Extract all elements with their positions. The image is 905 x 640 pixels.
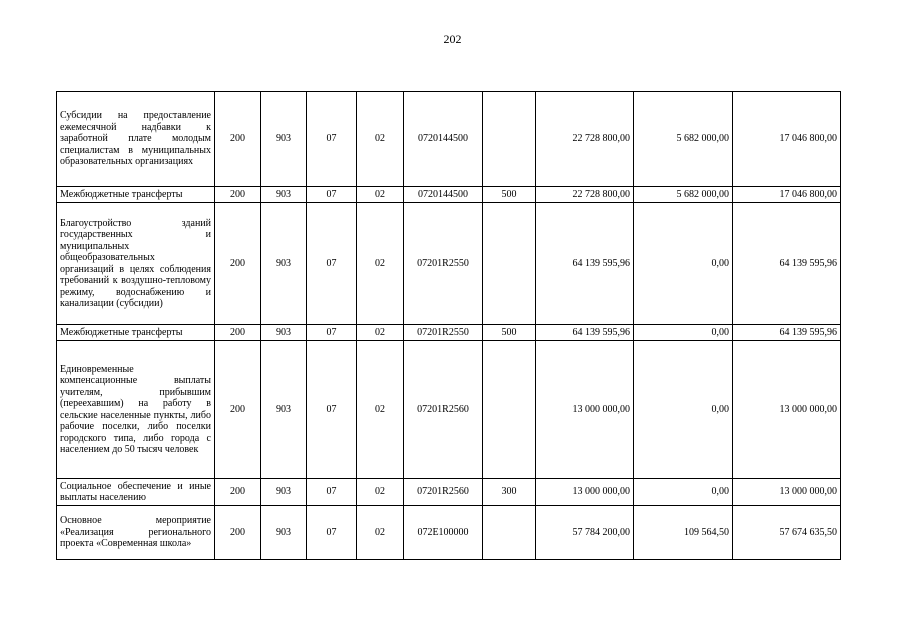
row-col1-cell: 200 [215, 187, 261, 203]
row-col4-cell: 02 [357, 325, 404, 341]
row-col4-cell: 02 [357, 506, 404, 560]
row-amount3-cell: 17 046 800,00 [733, 92, 841, 187]
row-amount3-cell: 13 000 000,00 [733, 341, 841, 479]
row-col4-cell: 02 [357, 479, 404, 506]
row-col3-cell: 07 [307, 92, 357, 187]
table-row [57, 506, 841, 560]
row-type-cell [483, 506, 536, 560]
row-col1-cell: 200 [215, 92, 261, 187]
row-col3-cell: 07 [307, 479, 357, 506]
row-col2-cell: 903 [261, 187, 307, 203]
row-amount3-cell: 13 000 000,00 [733, 479, 841, 506]
row-amount2-cell: 0,00 [634, 479, 733, 506]
table-row [57, 325, 841, 341]
row-col3-cell: 07 [307, 325, 357, 341]
row-col4-cell: 02 [357, 92, 404, 187]
row-amount1-cell: 64 139 595,96 [536, 325, 634, 341]
row-amount2-cell: 5 682 000,00 [634, 92, 733, 187]
row-col2-cell: 903 [261, 506, 307, 560]
table-row [57, 341, 841, 479]
row-amount3-cell: 17 046 800,00 [733, 187, 841, 203]
row-amount2-cell: 109 564,50 [634, 506, 733, 560]
row-code-cell: 07201R2560 [404, 479, 483, 506]
row-col1-cell: 200 [215, 479, 261, 506]
row-col1-cell: 200 [215, 506, 261, 560]
row-amount2-cell: 0,00 [634, 325, 733, 341]
budget-table-body [57, 92, 841, 560]
row-code-cell: 0720144500 [404, 92, 483, 187]
row-amount1-cell: 57 784 200,00 [536, 506, 634, 560]
row-col4-cell: 02 [357, 187, 404, 203]
table-row [57, 187, 841, 203]
row-col2-cell: 903 [261, 325, 307, 341]
row-type-cell [483, 341, 536, 479]
row-amount1-cell: 13 000 000,00 [536, 479, 634, 506]
row-name-cell: Основное мероприятие «Реализация регионального проекта «Современная школа» [57, 506, 215, 560]
row-col1-cell: 200 [215, 341, 261, 479]
row-name-cell: Субсидии на предоставление ежемесячной надбавки к заработной плате молодым специалистам в муниципальных образовательных организациях [57, 92, 215, 187]
row-amount2-cell: 0,00 [634, 341, 733, 479]
row-col3-cell: 07 [307, 506, 357, 560]
row-col2-cell: 903 [261, 92, 307, 187]
row-amount1-cell: 22 728 800,00 [536, 187, 634, 203]
row-col3-cell: 07 [307, 187, 357, 203]
row-col4-cell: 02 [357, 341, 404, 479]
row-name-cell: Межбюджетные трансферты [57, 325, 215, 341]
row-name-cell: Благоустройство зданий государственных и муниципальных общеобразовательных организаций в целях соблюдения требований к воздушно-тепловому режиму, водоснабжению и канализации (субсидии) [57, 203, 215, 325]
row-type-cell [483, 92, 536, 187]
row-col1-cell: 200 [215, 203, 261, 325]
row-col2-cell: 903 [261, 203, 307, 325]
row-type-cell [483, 203, 536, 325]
row-amount2-cell: 5 682 000,00 [634, 187, 733, 203]
table-row [57, 203, 841, 325]
row-col3-cell: 07 [307, 341, 357, 479]
row-amount1-cell: 64 139 595,96 [536, 203, 634, 325]
row-col1-cell: 200 [215, 325, 261, 341]
row-code-cell: 07201R2560 [404, 341, 483, 479]
row-code-cell: 072E100000 [404, 506, 483, 560]
row-amount3-cell: 64 139 595,96 [733, 325, 841, 341]
row-col2-cell: 903 [261, 479, 307, 506]
table-row [57, 92, 841, 187]
row-amount1-cell: 22 728 800,00 [536, 92, 634, 187]
row-code-cell: 07201R2550 [404, 203, 483, 325]
row-type-cell: 500 [483, 187, 536, 203]
row-type-cell: 300 [483, 479, 536, 506]
budget-table [56, 91, 841, 560]
page-number: 202 [443, 32, 462, 46]
row-amount3-cell: 57 674 635,50 [733, 506, 841, 560]
row-code-cell: 07201R2550 [404, 325, 483, 341]
row-name-cell: Единовременные компенсационные выплаты учителям, прибывшим (переехавшим) на работу в сельские населенные пункты, либо рабочие поселки, либо поселки городского типа, либо города с населением до 50 тысяч человек [57, 341, 215, 479]
table-row [57, 479, 841, 506]
row-col3-cell: 07 [307, 203, 357, 325]
row-type-cell: 500 [483, 325, 536, 341]
row-col4-cell: 02 [357, 203, 404, 325]
row-code-cell: 0720144500 [404, 187, 483, 203]
row-name-cell: Межбюджетные трансферты [57, 187, 215, 203]
row-name-cell: Социальное обеспечение и иные выплаты населению [57, 479, 215, 506]
row-amount2-cell: 0,00 [634, 203, 733, 325]
row-amount1-cell: 13 000 000,00 [536, 341, 634, 479]
row-col2-cell: 903 [261, 341, 307, 479]
row-amount3-cell: 64 139 595,96 [733, 203, 841, 325]
